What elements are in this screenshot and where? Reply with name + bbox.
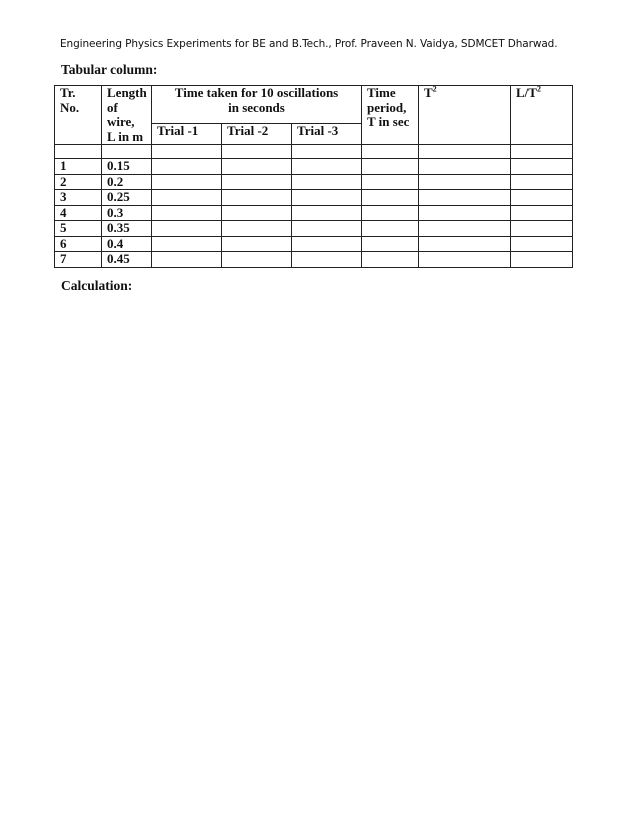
header-l-over-t-squared: $L/T^2$ <box>511 86 573 145</box>
calculation-heading: Calculation: <box>61 278 133 293</box>
table-row: 3 0.25 <box>55 190 573 206</box>
table-spacer-row <box>55 145 573 159</box>
header-time-oscillations: Time taken for 10 oscillations in seconds <box>152 86 362 124</box>
header-trial-2: Trial -2 <box>222 123 292 144</box>
header-t-squared: $T^2$ <box>419 86 511 145</box>
table-row: 2 0.2 <box>55 174 573 190</box>
header-length: Length of wire, L in m <box>102 86 152 145</box>
table-row: 5 0.35 <box>55 221 573 237</box>
table-row: 6 0.4 <box>55 236 573 252</box>
header-trial-1: Trial -1 <box>152 123 222 144</box>
header-trial-3: Trial -3 <box>292 123 362 144</box>
observation-table <box>54 85 573 268</box>
header-trial-no: Tr. No. <box>55 86 102 145</box>
table-row: 1 0.15 <box>55 159 573 175</box>
table-row: 4 0.3 <box>55 205 573 221</box>
table-header-row <box>55 86 573 124</box>
header-time-period: Time period, T in sec <box>362 86 419 145</box>
page-header: Engineering Physics Experiments for BE and B.Tech., Prof. Praveen N. Vaidya, SDMCET Dharwad. <box>60 38 558 50</box>
tabular-column-heading: Tabular column: <box>61 62 158 77</box>
table-row: 7 0.45 <box>55 252 573 268</box>
